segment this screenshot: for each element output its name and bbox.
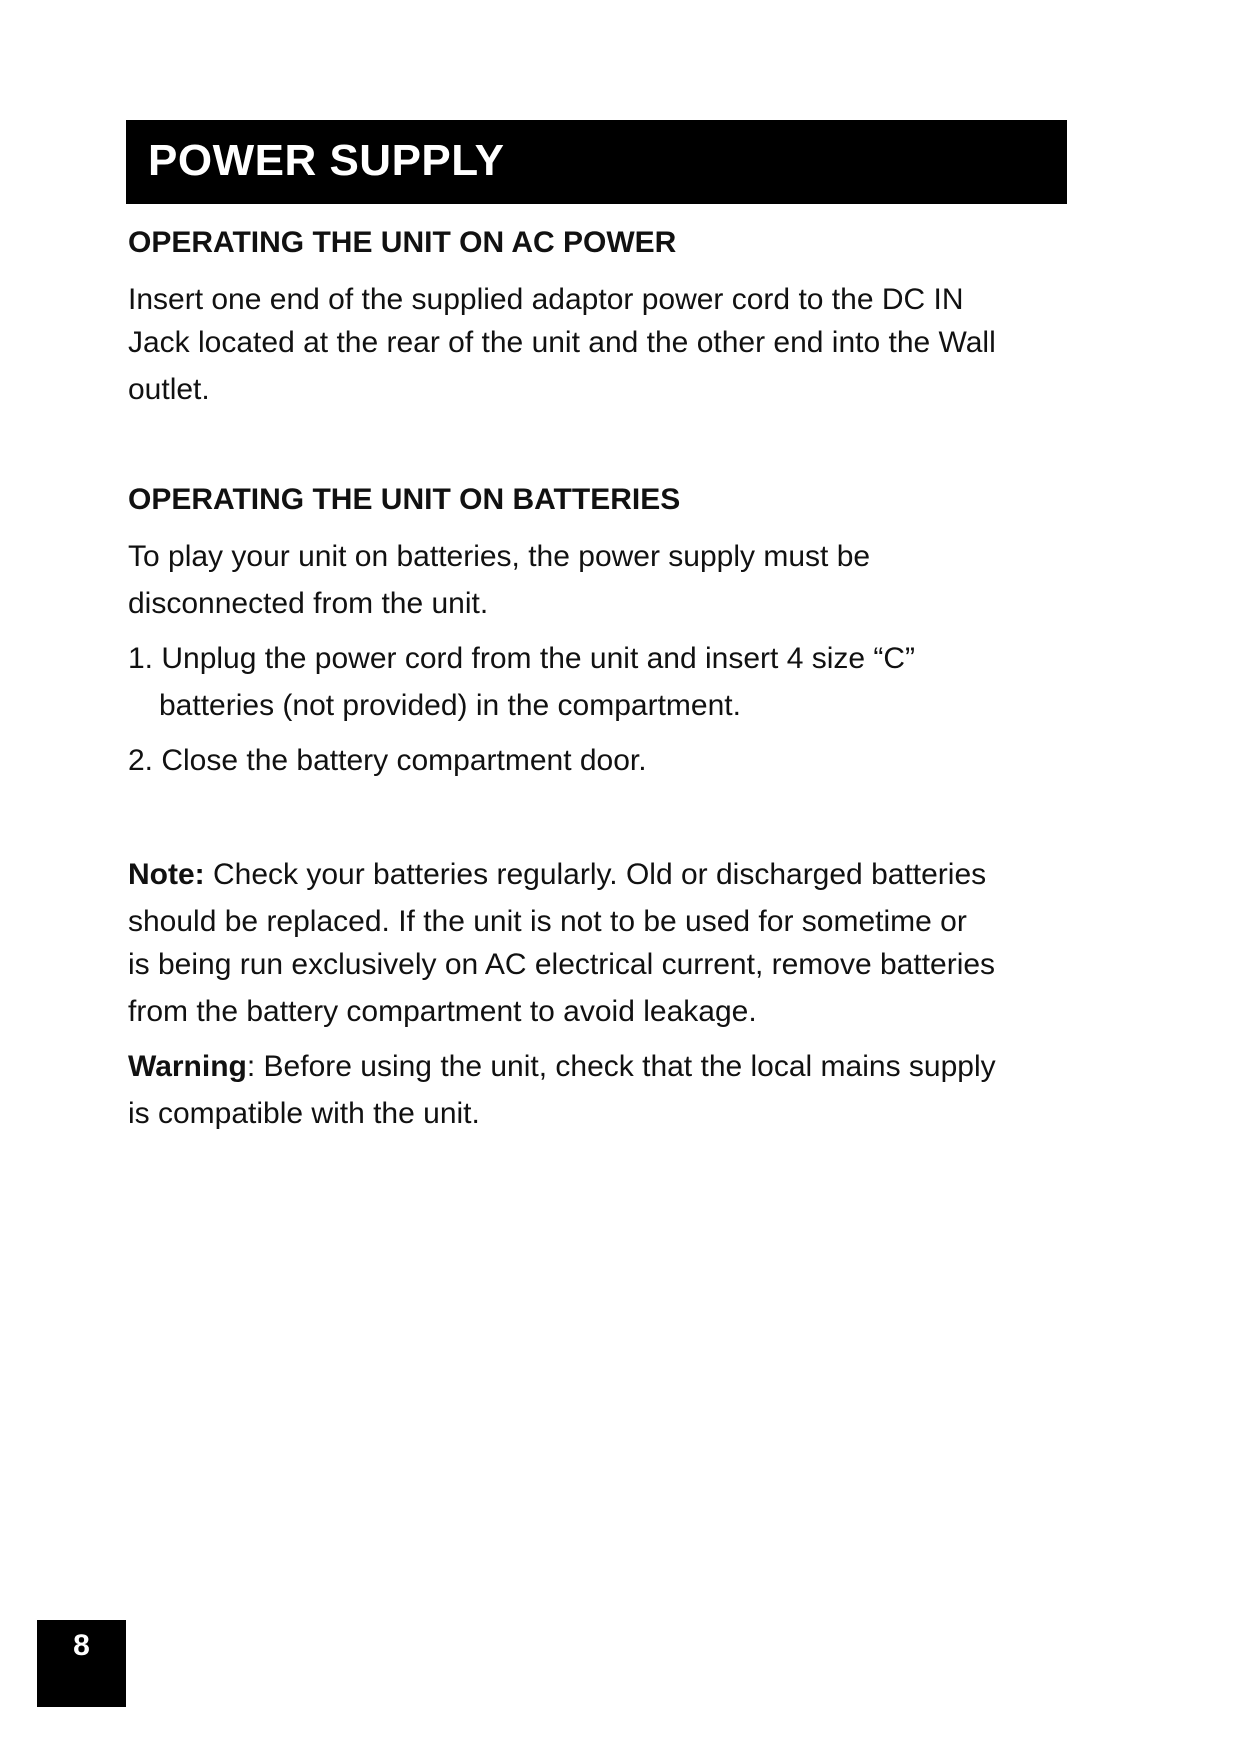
section-heading-ac-power: OPERATING THE UNIT ON AC POWER	[128, 226, 677, 259]
note-line: is being run exclusively on AC electrical current, remove batteries	[128, 948, 996, 981]
warning-text: : Before using the unit, check that the local mains supply	[246, 1050, 996, 1083]
note-line: should be replaced. If the unit is not to be used for sometime or	[128, 905, 967, 938]
warning-line: is compatible with the unit.	[128, 1097, 480, 1130]
note-line	[128, 857, 986, 893]
ac-paragraph-line: Insert one end of the supplied adaptor power cord to the DC IN	[128, 283, 964, 316]
ac-paragraph-line: outlet.	[128, 373, 210, 406]
battery-step-2: 2. Close the battery compartment door.	[128, 744, 647, 777]
battery-intro-line: To play your unit on batteries, the power supply must be	[128, 540, 871, 573]
page-number: 8	[73, 1629, 90, 1662]
title-bar	[126, 120, 1067, 204]
battery-step-1-continued: batteries (not provided) in the compartment.	[159, 689, 741, 722]
warning-line	[128, 1049, 996, 1085]
warning-label: Warning	[128, 1050, 247, 1083]
page-number-box	[37, 1620, 126, 1707]
note-text: Check your batteries regularly. Old or discharged batteries	[204, 858, 987, 891]
page-title: POWER SUPPLY	[148, 136, 505, 185]
section-heading-batteries: OPERATING THE UNIT ON BATTERIES	[128, 483, 681, 516]
note-label: Note:	[128, 858, 205, 891]
battery-step-1: 1. Unplug the power cord from the unit and insert 4 size “C”	[128, 642, 916, 675]
ac-paragraph-line: Jack located at the rear of the unit and the other end into the Wall	[128, 326, 996, 359]
battery-intro-line: disconnected from the unit.	[128, 587, 489, 620]
note-line: from the battery compartment to avoid leakage.	[128, 995, 757, 1028]
